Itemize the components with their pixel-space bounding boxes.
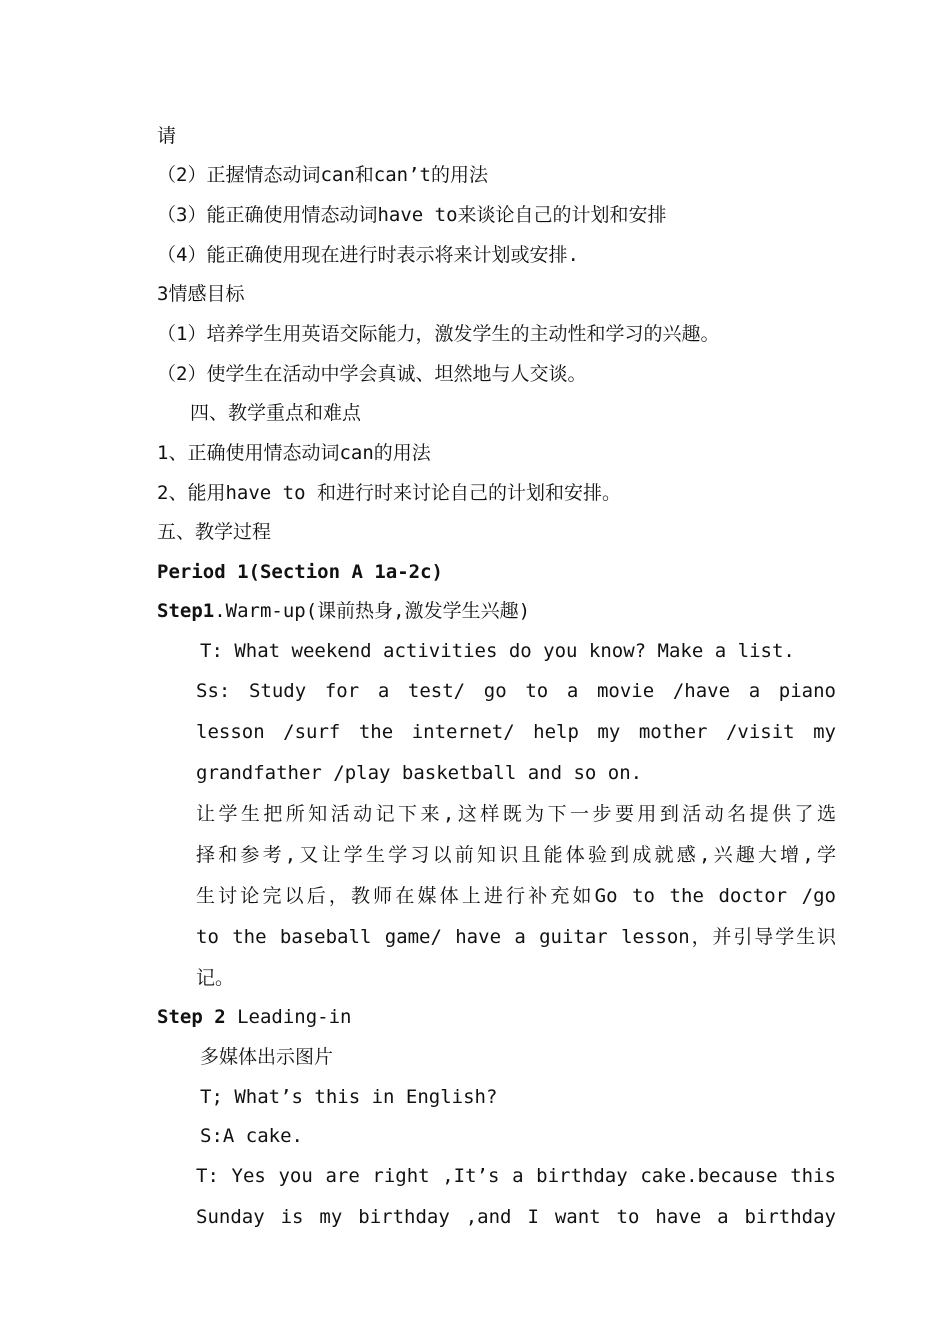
section-heading: 四、教学重点和难点	[190, 402, 362, 424]
text-line: （2）正握情态动词can和can’t的用法	[157, 164, 488, 186]
step-label: Step1	[157, 600, 215, 622]
step-heading	[157, 1005, 351, 1029]
section-heading: 五、教学过程	[157, 521, 272, 543]
text-line: 1、正确使用情态动词can的用法	[157, 442, 431, 464]
step-title: Leading-in	[225, 1006, 352, 1028]
dialogue-line: grandfather /play basketball and so on.	[196, 762, 643, 784]
text-line: 请	[157, 125, 177, 147]
paragraph-line: 择和参考,又让学生学习以前知识且能体验到成就感,兴趣大增,学	[196, 844, 836, 866]
paragraph-line: 生讨论完以后，教师在媒体上进行补充如Go to the doctor /go	[196, 885, 836, 907]
text-line: （2）使学生在活动中学会真诚、坦然地与人交谈。	[157, 363, 587, 385]
dialogue-line: T: What weekend activities do you know? Make a list.	[200, 640, 795, 662]
section-heading: 3情感目标	[157, 283, 245, 305]
paragraph-line: 记。	[196, 967, 235, 989]
text-line: 多媒体出示图片	[200, 1046, 334, 1068]
dialogue-line: Ss: Study for a test/ go to a movie /have a piano	[196, 680, 836, 702]
period-heading: Period 1(Section A 1a-2c)	[157, 561, 443, 583]
paragraph-line: to the baseball game/ have a guitar lesson，并引导学生识	[196, 926, 836, 948]
step-title: .Warm-up(课前热身,激发学生兴趣)	[214, 600, 531, 622]
text-line: （4）能正确使用现在进行时表示将来计划或安排.	[157, 244, 579, 266]
text-line: 2、能用have to 和进行时来讨论自己的计划和安排。	[157, 482, 621, 504]
dialogue-line: T; What’s this in English?	[200, 1086, 498, 1108]
text-line: （1）培养学生用英语交际能力，激发学生的主动性和学习的兴趣。	[157, 323, 720, 345]
dialogue-line: T: Yes you are right ,It’s a birthday cake.because this	[196, 1165, 836, 1187]
step-heading	[157, 599, 530, 623]
dialogue-line: lesson /surf the internet/ help my mother /visit my	[196, 721, 836, 743]
step-label: Step 2	[157, 1006, 226, 1028]
dialogue-line: Sunday is my birthday ,and I want to have a birthday	[196, 1206, 836, 1228]
text-line: （3）能正确使用情态动词have to来谈论自己的计划和安排	[157, 204, 667, 226]
paragraph-line: 让学生把所知活动记下来,这样既为下一步要用到活动名提供了选	[196, 803, 836, 825]
dialogue-line: S:A cake.	[200, 1125, 303, 1147]
